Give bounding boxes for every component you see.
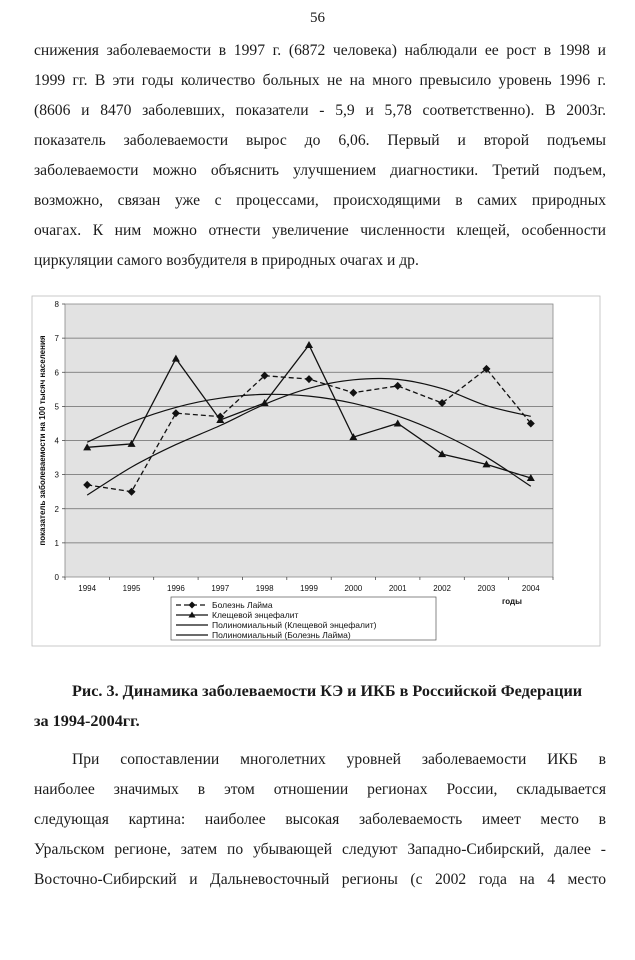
x-tick-label: 2004 (521, 584, 540, 593)
text-line: наиболее значимых в этом отношении регионах России, складывается (34, 781, 606, 798)
y-tick-label: 0 (54, 573, 59, 582)
legend-label: Полиномиальный (Клещевой энцефалит) (212, 620, 377, 630)
text-line: (8606 и 8470 заболевших, показатели - 5,9 и 5,78 соответственно). В 2003г. (34, 102, 606, 119)
text-line: заболеваемости можно объяснить улучшением диагностики. Третий подъем, (34, 162, 606, 179)
y-tick-label: 3 (54, 470, 59, 480)
x-tick-label: 1998 (255, 584, 274, 593)
text-line: очагах. К ним можно отнести увеличение численности клещей, особенности (34, 222, 606, 239)
caption-line: Рис. 3. Динамика заболеваемости КЭ и ИКБ в Российской Федерации (72, 682, 583, 700)
text-line: снижения заболеваемости в 1997 г. (6872 человека) наблюдали ее рост в 1998 и (34, 42, 606, 59)
text-line: При сопоставлении многолетних уровней заболеваемости ИКБ в (72, 751, 606, 768)
x-tick-label: 1997 (211, 584, 230, 593)
text-line: следующая картина: наиболее высокая заболеваемость имеет место в (34, 811, 606, 828)
text-line: циркуляции самого возбудителя в природных очагах и др. (34, 252, 419, 269)
x-tick-label: 1995 (122, 584, 141, 593)
figure-caption (34, 676, 606, 736)
legend-label: Полиномиальный (Болезнь Лайма) (212, 630, 351, 640)
text-line: Уральском регионе, затем по убывающей следуют Западно-Сибирский, далее - (34, 841, 606, 858)
x-tick-label: 2000 (344, 584, 363, 593)
x-tick-label: 2001 (388, 584, 407, 593)
y-tick-label: 7 (54, 334, 59, 344)
y-tick-label: 6 (54, 368, 59, 378)
x-tick-label: 1999 (300, 584, 318, 593)
text-line: показатель заболеваемости вырос до 6,06. Первый и второй подъемы (34, 132, 606, 149)
y-tick-label: 4 (54, 436, 59, 446)
legend-label: Клещевой энцефалит (212, 610, 299, 620)
y-tick-label: 1 (54, 538, 59, 548)
x-tick-label: 1994 (78, 584, 97, 593)
page-number: 56 (310, 10, 325, 26)
text-line: возможно, связан уже с процессами, происходящими в самих природных (34, 192, 606, 209)
x-tick-label: 2003 (477, 584, 496, 593)
body-paragraph-2 (34, 745, 606, 895)
x-tick-label: 2002 (433, 584, 451, 593)
text-line: 1999 гг. В эти годы количество больных не на много превысило уровень 1996 г. (34, 72, 606, 89)
y-tick-label: 5 (54, 402, 59, 412)
legend-label: Болезнь Лайма (212, 600, 273, 610)
y-axis-title: показатель заболеваемости на 100 тысяч населения (38, 335, 47, 546)
caption-line: за 1994-2004гг. (34, 712, 140, 730)
y-tick-label: 8 (54, 300, 59, 309)
y-tick-label: 2 (54, 504, 59, 514)
x-axis-title: годы (502, 597, 522, 606)
text-line: Восточно-Сибирский и Дальневосточный регионы (с 2002 года на 4 место (34, 871, 606, 888)
x-tick-label: 1996 (167, 584, 185, 593)
